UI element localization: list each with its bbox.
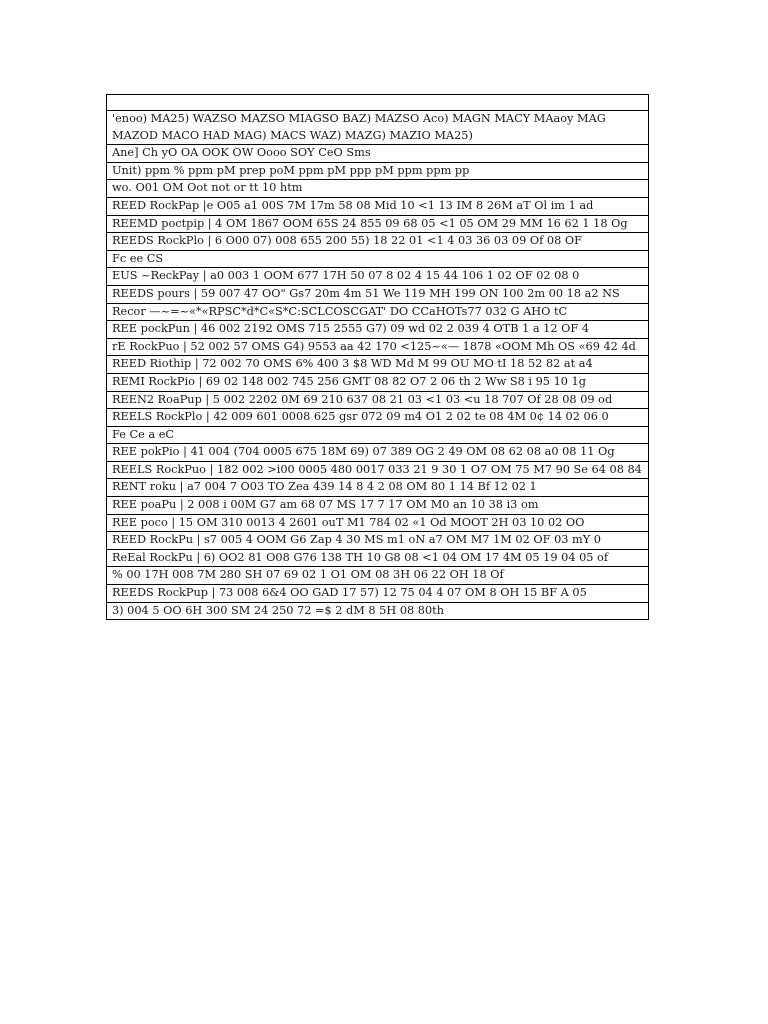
table-cell: rE RockPuo | 52 002 57 OMS G4) 9553 aa 42 170 <125~«— 1878 «OOM Mh OS «69 42 4d <box>107 338 649 356</box>
table-row <box>107 197 649 215</box>
table-cell: ReEal RockPu | 6) OO2 81 O08 G76 138 TH 10 G8 08 <1 04 OM 17 4M 05 19 04 05 of <box>107 549 649 567</box>
data-table <box>106 94 649 620</box>
table-cell: REMI RockPio | 69 02 148 002 745 256 GMT 08 82 O7 2 06 th 2 Ww S8 i 95 10 1g <box>107 373 649 391</box>
table-row <box>107 111 649 145</box>
table-row <box>107 373 649 391</box>
table-row <box>107 585 649 603</box>
table-row <box>107 479 649 497</box>
table-row <box>107 303 649 321</box>
table-cell: REE poaPu | 2 008 i 00M G7 am 68 07 MS 17 7 17 OM M0 an 10 38 i3 om <box>107 497 649 515</box>
table-row <box>107 532 649 550</box>
table-row <box>107 338 649 356</box>
table-cell: REE poco | 15 OM 310 0013 4 2601 ouT M1 784 02 «1 Od MOOT 2H 03 10 02 OO <box>107 514 649 532</box>
table-cell: REEDS RockPup | 73 008 6&4 OO GAD 17 57) 12 75 04 4 07 OM 8 OH 15 BF A 05 <box>107 585 649 603</box>
table-row <box>107 268 649 286</box>
table-cell: REED RockPu | s7 005 4 OOM G6 Zap 4 30 MS m1 oN a7 OM M7 1M 02 OF 03 mY 0 <box>107 532 649 550</box>
document-table-container <box>106 94 649 620</box>
table-cell: Fe Ce a eC <box>107 426 649 444</box>
table-row <box>107 497 649 515</box>
table-cell: Ane] Ch yO OA OOK OW Oooo SOY CeO Sms <box>107 145 649 163</box>
table-cell: REE pockPun | 46 002 2192 OMS 715 2555 G7) 09 wd 02 2 039 4 OTB 1 a 12 OF 4 <box>107 321 649 339</box>
table-row <box>107 549 649 567</box>
table-cell: Fc ee CS <box>107 250 649 268</box>
table-cell: Recor —~=~«*«RPSC*d*C«S*C:SCLCOSCGAT' DO CCaHOTs77 032 G AHO tC <box>107 303 649 321</box>
table-cell: REEDS pours | 59 007 47 OO" Gs7 20m 4m 51 We 119 MH 199 ON 100 2m 00 18 a2 NS <box>107 285 649 303</box>
table-row <box>107 321 649 339</box>
table-row <box>107 145 649 163</box>
table-row <box>107 356 649 374</box>
table-body <box>107 95 649 620</box>
table-row <box>107 409 649 427</box>
table-cell: REELS RockPuo | 182 002 >i00 0005 480 0017 033 21 9 30 1 O7 OM 75 M7 90 Se 64 08 84 <box>107 461 649 479</box>
table-cell: RENT roku | a7 004 7 O03 TO Zea 439 14 8 4 2 08 OM 80 1 14 Bf 12 02 1 <box>107 479 649 497</box>
table-cell: Unit) ppm % ppm pM prep poM ppm pM ppp pM ppm ppm pp <box>107 162 649 180</box>
table-row <box>107 461 649 479</box>
table-row <box>107 180 649 198</box>
table-row <box>107 567 649 585</box>
table-row <box>107 233 649 251</box>
table-cell <box>107 95 649 111</box>
table-cell: REED Riothip | 72 002 70 OMS 6% 400 3 $8 WD Md M 99 OU MO tI 18 52 82 at a4 <box>107 356 649 374</box>
table-cell: REEN2 RoaPup | 5 002 2202 0M 69 210 637 08 21 03 <1 03 <u 18 707 Of 28 08 09 od <box>107 391 649 409</box>
table-row <box>107 250 649 268</box>
table-cell: REED RockPap |e O05 a1 00S 7M 17m 58 08 Mid 10 <1 13 IM 8 26M aT Ol im 1 ad <box>107 197 649 215</box>
table-cell: 'enoo) MA25) WAZSO MAZSO MIAGSO BAZ) MAZSO Aco) MAGN MACY MAaoy MAG MAZOD MACO HAD MAG) MACS WAZ) MAZG) MAZIO MA25) <box>107 111 649 145</box>
table-cell: REEDS RockPlo | 6 O00 07) 008 655 200 55) 18 22 01 <1 4 03 36 03 09 Of 08 OF <box>107 233 649 251</box>
table-row <box>107 215 649 233</box>
table-cell: 3) 004 5 OO 6H 300 SM 24 250 72 =$ 2 dM 8 5H 08 80th <box>107 602 649 620</box>
table-row <box>107 285 649 303</box>
table-row <box>107 426 649 444</box>
table-cell: REELS RockPlo | 42 009 601 0008 625 gsr 072 09 m4 O1 2 02 te 08 4M 0¢ 14 02 06 0 <box>107 409 649 427</box>
table-cell: REEMD poctpip | 4 OM 1867 OOM 65S 24 855 09 68 05 <1 05 OM 29 MM 16 62 1 18 Og <box>107 215 649 233</box>
table-row <box>107 95 649 111</box>
table-row <box>107 444 649 462</box>
table-row <box>107 602 649 620</box>
table-row <box>107 514 649 532</box>
table-cell: % 00 17H 008 7M 280 SH 07 69 02 1 O1 OM 08 3H 06 22 OH 18 Of <box>107 567 649 585</box>
table-cell: wo. O01 OM Oot not or tt 10 htm <box>107 180 649 198</box>
table-row <box>107 391 649 409</box>
table-cell: REE pokPio | 41 004 (704 0005 675 18M 69) 07 389 OG 2 49 OM 08 62 08 a0 08 11 Og <box>107 444 649 462</box>
table-cell: EUS ~ReckPay | a0 003 1 OOM 677 17H 50 07 8 02 4 15 44 106 1 02 OF 02 08 0 <box>107 268 649 286</box>
table-row <box>107 162 649 180</box>
